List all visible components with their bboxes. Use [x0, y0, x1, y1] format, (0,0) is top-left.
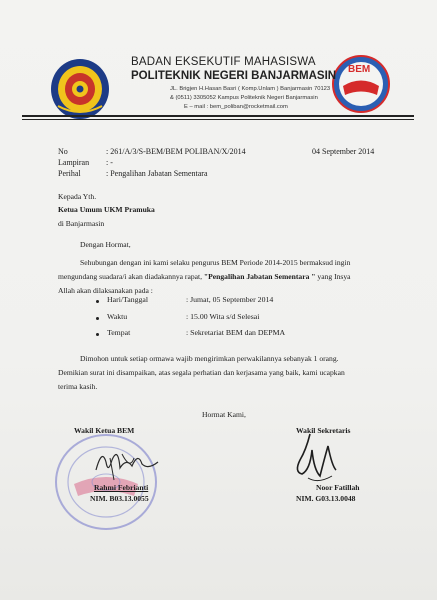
header-divider-thick: [22, 115, 414, 117]
left-signature-icon: [92, 440, 162, 485]
org-name: BADAN EKSEKUTIF MAHASISWA: [131, 56, 316, 68]
left-signatory-name: Rahmi Febrianti: [94, 483, 149, 492]
right-signature-icon: [288, 430, 348, 485]
recipient-line-2: Ketua Umum UKM Pramuka: [58, 205, 155, 214]
recipient-line-3: di Banjarmasin: [58, 219, 105, 228]
paragraph-1-line-2: [58, 270, 351, 283]
paragraph-2-line-1: Dimohon untuk setiap ormawa wajib mengirimkan perwakilannya sebanyak 1 orang.: [80, 354, 339, 363]
no-label: No: [58, 147, 68, 156]
bullet-icon: [96, 300, 99, 303]
bullet-icon: [96, 317, 99, 320]
detail-label-place: Tempat: [107, 328, 131, 337]
paragraph-1-line-2c: yang Insya: [315, 272, 351, 281]
detail-value-day: : Jumat, 05 September 2014: [186, 295, 274, 304]
address-line-1: JL. Brigjen H.Hasan Basri ( Komp.Unlam ) Banjarmasin 70123: [170, 86, 331, 92]
letter-date: 04 September 2014: [312, 147, 375, 156]
bullet-icon: [96, 333, 99, 336]
closing-salutation: Hormat Kami,: [202, 410, 246, 419]
right-signatory-nim: NIM. G03.13.0048: [296, 494, 356, 503]
politeknik-logo-icon: [50, 58, 110, 120]
detail-label-day: Hari/Tanggal: [107, 295, 149, 304]
meeting-title: "Pengalihan Jabatan Sementara ": [203, 272, 316, 281]
detail-value-place: : Sekretariat BEM dan DEPMA: [186, 328, 286, 337]
recipient-line-1: Kepada Yth.: [58, 192, 97, 201]
lampiran-value: : -: [106, 158, 113, 167]
detail-label-time: Waktu: [107, 312, 128, 321]
right-signatory-title: Wakil Sekretaris: [296, 426, 351, 435]
bem-logo-label: BEM: [348, 64, 371, 75]
left-signatory-nim: NIM. B03.13.0055: [90, 494, 149, 503]
right-signatory-name: Noor Fatillah: [316, 483, 360, 492]
address-line-2: & (0511) 3305052 Kampus Politeknik Negeri Banjarmasin: [170, 95, 318, 101]
email-line: E – mail : bem_poliban@rocketmail.com: [184, 104, 288, 110]
perihal-value: : Pengalihan Jabatan Sementara: [106, 169, 208, 178]
greeting: Dengan Hormat,: [80, 240, 131, 249]
paragraph-1-line-1: Sehubungan dengan ini kami selaku pengurus BEM Periode 2014-2015 bermaksud ingin: [80, 258, 351, 267]
perihal-label: Perihal: [58, 169, 81, 178]
org-subtitle: POLITEKNIK NEGERI BANJARMASIN: [131, 70, 337, 82]
left-signatory-title: Wakil Ketua BEM: [74, 426, 135, 435]
lampiran-label: Lampiran: [58, 158, 90, 167]
paragraph-1-line-3: Allah akan dilaksanakan pada :: [58, 286, 153, 295]
paragraph-2-line-2: Demikian surat ini disampaikan, atas segala perhatian dan kerjasama yang baik, kami ucapkan: [58, 368, 345, 377]
header-divider-thin: [22, 119, 414, 120]
no-value: : 261/A/3/S-BEM/BEM POLIBAN/X/2014: [106, 147, 246, 156]
detail-value-time: : 15.00 Wita s/d Selesai: [186, 312, 260, 321]
paragraph-1-line-2a: mengundang suadara/i akan diadakannya rapat,: [58, 272, 204, 281]
paragraph-2-line-3: terima kasih.: [58, 382, 98, 391]
